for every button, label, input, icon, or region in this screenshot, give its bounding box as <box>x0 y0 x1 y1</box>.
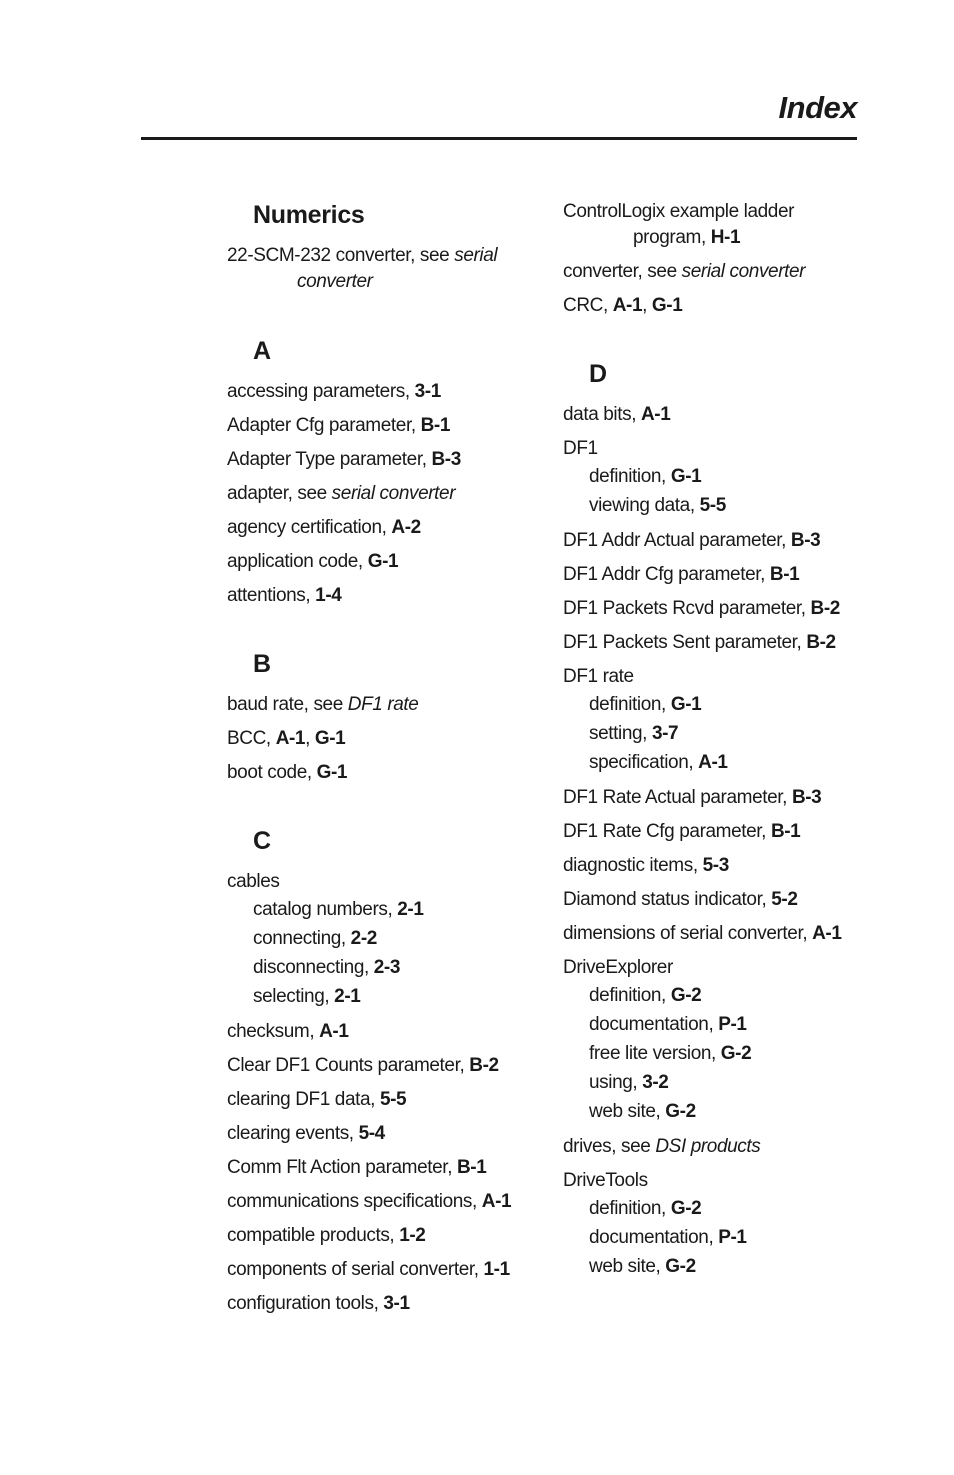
entry-text: DriveExplorer <box>563 957 673 978</box>
sub-entry <box>563 719 893 748</box>
entry-text: DriveTools <box>563 1170 648 1191</box>
index-entry-df1-rate <box>563 664 893 777</box>
page-ref: G-2 <box>720 1043 752 1064</box>
page-ref: G-1 <box>314 728 346 749</box>
sub-entry <box>563 981 893 1010</box>
sub-entry <box>227 953 557 982</box>
index-entry <box>563 293 893 319</box>
index-entry <box>227 1291 557 1317</box>
section-heading-numerics: Numerics <box>253 201 365 229</box>
page-ref: 5-3 <box>702 855 729 876</box>
entry-text: DF1 Addr Actual parameter, <box>563 530 791 551</box>
sub-entry <box>563 1252 893 1281</box>
page-ref: G-2 <box>665 1101 696 1122</box>
sub-entry-text: definition, <box>589 985 671 1006</box>
page-ref: G-1 <box>316 762 348 783</box>
entry-text: configuration tools, <box>227 1293 384 1314</box>
entry-text: checksum, <box>227 1021 320 1042</box>
page-ref: 2-1 <box>397 899 424 920</box>
page-ref: G-2 <box>670 985 702 1006</box>
section-heading-c: C <box>253 827 271 855</box>
page-ref: B-2 <box>810 598 840 619</box>
sub-entry-text: free lite version, <box>589 1043 721 1064</box>
entry-text: Clear DF1 Counts parameter, <box>227 1055 470 1076</box>
page-ref: A-1 <box>698 752 728 773</box>
entry-text: converter, see <box>563 261 682 282</box>
section-c <box>227 824 557 1317</box>
index-entry <box>227 1019 557 1045</box>
entry-text: Comm Flt Action parameter, <box>227 1157 457 1178</box>
index-entry <box>227 726 557 752</box>
index-entry <box>227 413 557 439</box>
entry-text: components of serial converter, <box>227 1259 484 1280</box>
sub-entry-text: documentation, <box>589 1014 719 1035</box>
page-ref: B-1 <box>770 821 801 842</box>
page-ref: B-1 <box>420 415 450 436</box>
page-ref: 2-1 <box>334 986 361 1007</box>
entry-text: communications specifications, <box>227 1191 482 1212</box>
title-rule <box>141 137 857 140</box>
page-ref: G-1 <box>670 694 702 715</box>
sub-entry-text: connecting, <box>253 928 351 949</box>
index-entry <box>227 1257 557 1283</box>
page-ref: B-3 <box>790 530 821 551</box>
entry-text: accessing parameters, <box>227 381 415 402</box>
sub-entry-text: selecting, <box>253 986 335 1007</box>
page-ref: 5-5 <box>379 1089 407 1110</box>
entry-text: application code, <box>227 551 368 572</box>
index-entry-drivetools <box>563 1168 893 1281</box>
page-ref: A-2 <box>391 517 421 538</box>
page-ref: 1-1 <box>483 1259 510 1280</box>
sub-entry-text: disconnecting, <box>253 957 374 978</box>
page-ref: 3-2 <box>642 1072 669 1093</box>
index-entry <box>563 785 893 811</box>
sub-entry-text: web site, <box>589 1256 666 1277</box>
index-entry <box>563 596 893 622</box>
index-entry <box>563 853 893 879</box>
sub-entry <box>563 690 893 719</box>
index-entry <box>227 692 557 718</box>
index-entry <box>227 583 557 609</box>
entry-text: agency certification, <box>227 517 392 538</box>
page-ref: 5-2 <box>771 889 798 910</box>
see-reference: DF1 rate <box>347 694 419 715</box>
index-entry <box>227 1223 557 1249</box>
entry-text: drives, see <box>563 1136 656 1157</box>
entry-text: compatible products, <box>227 1225 400 1246</box>
page-title: Index <box>778 90 857 125</box>
page-ref: 1-4 <box>315 585 342 606</box>
see-reference: serial <box>454 245 498 266</box>
sub-entry <box>563 1068 893 1097</box>
entry-continued <box>563 225 893 251</box>
index-entry <box>563 887 893 913</box>
page-ref: 2-3 <box>373 957 401 978</box>
sub-entry <box>563 1223 893 1252</box>
entry-text: DF1 Addr Cfg parameter, <box>563 564 770 585</box>
sub-entry <box>563 1194 893 1223</box>
sub-entry <box>227 895 557 924</box>
page-ref: H-1 <box>710 227 741 248</box>
sub-entry <box>227 982 557 1011</box>
section-d <box>563 357 893 1281</box>
page-ref: G-2 <box>665 1256 696 1277</box>
index-entry <box>563 819 893 845</box>
sub-entry-text: catalog numbers, <box>253 899 398 920</box>
index-entry <box>227 379 557 405</box>
index-entry <box>227 1121 557 1147</box>
page-ref: G-1 <box>367 551 399 572</box>
index-entry-cables <box>227 869 557 1011</box>
entry-text: boot code, <box>227 762 317 783</box>
index-entry <box>227 243 557 295</box>
sub-entry <box>563 462 893 491</box>
index-entry <box>227 447 557 473</box>
page-ref: A-1 <box>319 1021 349 1042</box>
sub-entry <box>563 1039 893 1068</box>
sub-entry-text: definition, <box>589 1198 671 1219</box>
sub-entry <box>227 924 557 953</box>
index-entry <box>563 1134 893 1160</box>
sub-entry <box>563 1097 893 1126</box>
index-entry <box>563 921 893 947</box>
entry-text: DF1 rate <box>563 666 634 687</box>
page-ref: B-1 <box>456 1157 487 1178</box>
index-entry-driveexplorer <box>563 955 893 1126</box>
entry-text: 22-SCM-232 converter, see <box>227 245 455 266</box>
see-reference: serial converter <box>681 261 806 282</box>
index-entry <box>563 199 893 251</box>
page-ref: A-1 <box>640 404 671 425</box>
sub-entry-text: viewing data, <box>589 495 700 516</box>
section-heading-d: D <box>589 360 607 388</box>
index-entry <box>227 549 557 575</box>
page-ref: 2-2 <box>350 928 377 949</box>
index-entry <box>563 402 893 428</box>
sub-entry-text: setting, <box>589 723 652 744</box>
sub-entry <box>563 748 893 777</box>
sub-entry-text: web site, <box>589 1101 666 1122</box>
index-entry <box>227 481 557 507</box>
page-ref: 5-4 <box>358 1123 385 1144</box>
see-reference: serial converter <box>331 483 456 504</box>
ref-separator: , <box>642 295 652 316</box>
page-ref: P-1 <box>718 1014 747 1035</box>
page-ref: A-1 <box>275 728 306 749</box>
entry-text: Diamond status indicator, <box>563 889 772 910</box>
entry-text: program, <box>633 227 711 248</box>
sub-entry-text: definition, <box>589 466 671 487</box>
section-heading-b: B <box>253 650 271 678</box>
section-c-continued <box>563 199 893 319</box>
sub-entry-text: definition, <box>589 694 671 715</box>
index-entry <box>227 1053 557 1079</box>
page-ref: G-1 <box>651 295 683 316</box>
entry-text: cables <box>227 871 280 892</box>
page-ref: B-3 <box>431 449 461 470</box>
sub-entry-text: documentation, <box>589 1227 719 1248</box>
page-ref: 3-7 <box>651 723 679 744</box>
page-ref: G-1 <box>670 466 702 487</box>
ref-separator: , <box>305 728 315 749</box>
see-reference: DSI products <box>655 1136 761 1157</box>
section-b <box>227 647 557 786</box>
entry-text: Adapter Type parameter, <box>227 449 432 470</box>
entry-text: CRC, <box>563 295 613 316</box>
sub-entry <box>563 1010 893 1039</box>
index-entry-df1 <box>563 436 893 520</box>
entry-text: DF1 Packets Rcvd parameter, <box>563 598 811 619</box>
page-ref: 1-2 <box>399 1225 426 1246</box>
index-entry <box>563 528 893 554</box>
entry-text: DF1 <box>563 438 598 459</box>
entry-text: ControlLogix example ladder <box>563 201 795 222</box>
index-column-left <box>227 198 557 1325</box>
page-ref: P-1 <box>718 1227 747 1248</box>
section-numerics <box>227 198 557 295</box>
index-entry <box>227 760 557 786</box>
index-entry <box>227 515 557 541</box>
page-ref: A-1 <box>481 1191 512 1212</box>
sub-entry-text: specification, <box>589 752 699 773</box>
index-entry <box>227 1155 557 1181</box>
entry-text: BCC, <box>227 728 276 749</box>
index-entry <box>227 1189 557 1215</box>
page-ref: 5-5 <box>699 495 726 516</box>
index-entry <box>563 259 893 285</box>
entry-text: clearing events, <box>227 1123 359 1144</box>
index-column-right <box>563 199 893 1289</box>
page-ref: B-2 <box>806 632 836 653</box>
entry-text: data bits, <box>563 404 641 425</box>
entry-text: DF1 Rate Cfg parameter, <box>563 821 771 842</box>
entry-text: dimensions of serial converter, <box>563 923 813 944</box>
page-ref: 3-1 <box>383 1293 410 1314</box>
sub-entry-text: using, <box>589 1072 643 1093</box>
index-entry <box>563 630 893 656</box>
index-entry <box>563 562 893 588</box>
page-ref: G-2 <box>670 1198 702 1219</box>
page-ref: B-3 <box>791 787 822 808</box>
page-ref: B-1 <box>769 564 800 585</box>
entry-text: DF1 Rate Actual parameter, <box>563 787 792 808</box>
entry-text: diagnostic items, <box>563 855 703 876</box>
entry-text: attentions, <box>227 585 316 606</box>
section-a <box>227 334 557 609</box>
entry-text: DF1 Packets Sent parameter, <box>563 632 807 653</box>
entry-text: baud rate, see <box>227 694 348 715</box>
see-reference-continued: converter <box>297 271 373 292</box>
entry-text: Adapter Cfg parameter, <box>227 415 421 436</box>
sub-entry <box>563 491 893 520</box>
section-heading-a: A <box>253 337 271 365</box>
page-ref: A-1 <box>812 923 842 944</box>
page-ref: 3-1 <box>414 381 441 402</box>
index-entry <box>227 1087 557 1113</box>
entry-text: clearing DF1 data, <box>227 1089 380 1110</box>
page-ref: A-1 <box>612 295 643 316</box>
entry-text: adapter, see <box>227 483 332 504</box>
page-ref: B-2 <box>469 1055 499 1076</box>
